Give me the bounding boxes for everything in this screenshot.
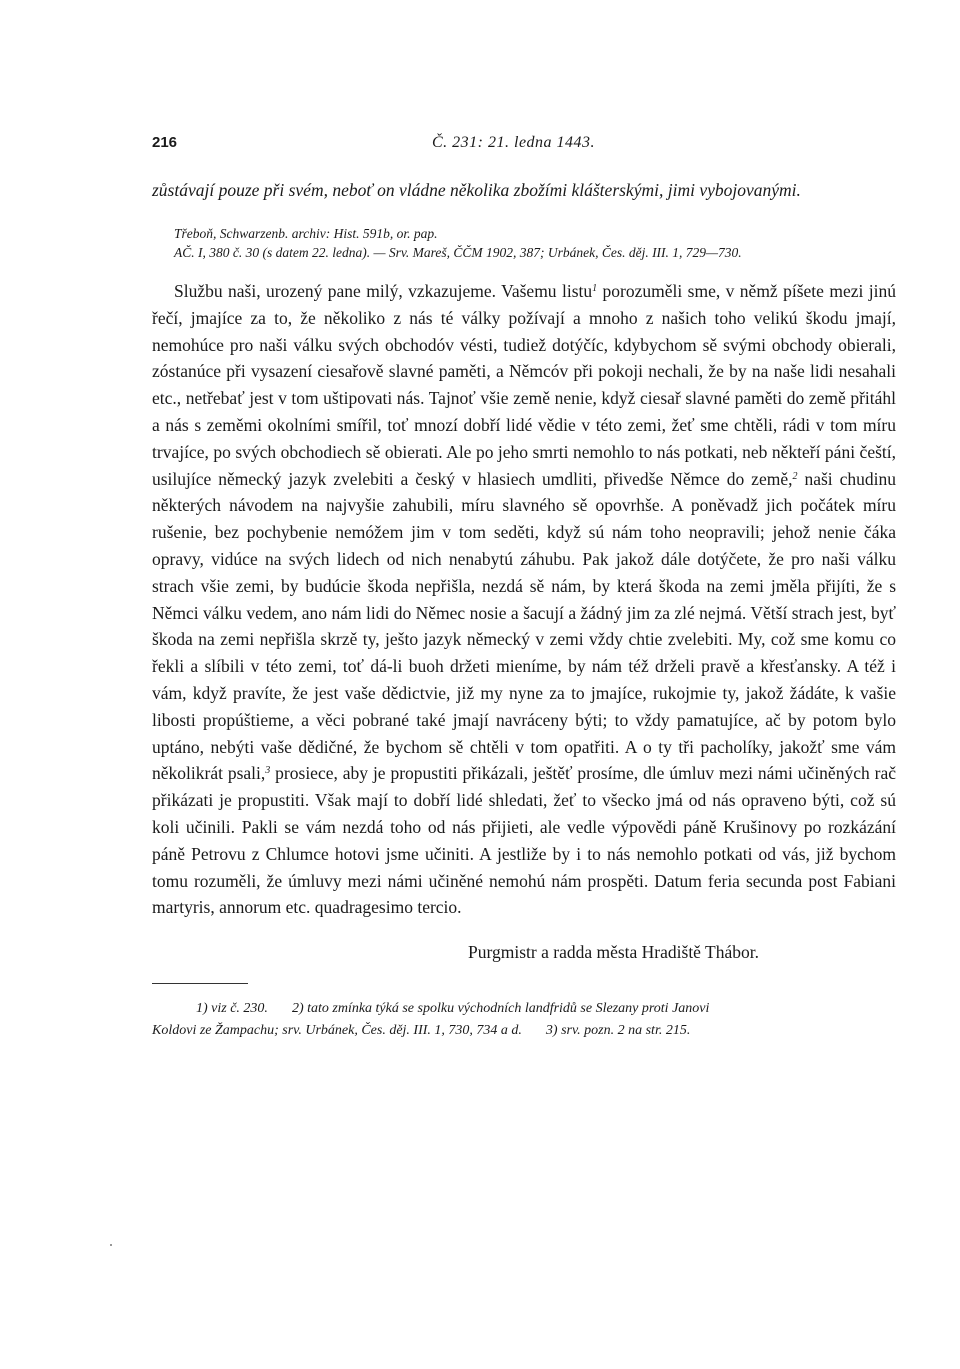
page-header (152, 128, 896, 158)
letter-text-3: naši chudinu některých návodem na najvyšie zahubili, míru slavného sě opovrhše. A poněvadž jich počátek míru rušenie, bez pochybenie nemóžem jim v tom seděti, když sú nám toho neopravili; jehož nenie čáka opravy, vidúce na svých lidech od nich nenabytú záhubu. Pak jakož dále dotýčete, že pro naši válku strach všie zemi, by budúcie škoda nepřišla, nezdá sě nám, by která škoda na zemi jměla přijíti, že s Němci válku vedem, ano nám lidi do Němec nosie a šacují a žádný jim za zlé nejmá. Větší strach jest, byť škoda na zemi nepřišla skrzě ty, ješto jazyk německý v zemi vždy chtie zvelebiti. My, což sme komu co řekli a slíbili v této zemi, toť dá-li buoh držeti mieníme, by nám též drželi pravě a křesťansky. A též i vám, když pravíte, že jest vaše dědictvie, již my nyne za to jmajíce, rukojmie ty, jakož žádáte, k vašie libosti propúštieme, a věci pobrané také jmají navráceny býti; to vždy pamatujíce, ač by potom bylo uptáno, nebýti vaše dědičné, že bychom sě chtěli v tom opatřiti. A o ty tři pacholíky, jakožť sme vám několikrát psali, (152, 468, 896, 784)
archival-source: Třeboň, Schwarzenb. archiv: Hist. 591b, or. pap. (174, 226, 438, 241)
letter-text-1: Službu naši, urozený pane milý, vzkazujeme. Vašemu listu (174, 281, 593, 301)
footnote-ref-2: 2 (792, 470, 798, 482)
archival-note (152, 224, 896, 262)
page (152, 128, 896, 1042)
archival-references-text: AČ. I, 380 č. 30 (s datem 22. ledna). — Srv. Mareš, ČČM 1902, 387; Urbánek, Čes. děj. III. 1, 729—730. (174, 245, 742, 260)
footnote-3: 3) srv. pozn. 2 na str. 215. (545, 1022, 691, 1038)
running-title: Č. 231: 21. ledna 1443. (432, 134, 596, 151)
footnotes (152, 998, 896, 1042)
footnote-2-end: Koldovi ze Žampachu; srv. Urbánek, Čes. děj. III. 1, 730, 734 a d. (152, 1022, 522, 1038)
letter-text-4: prosiece, aby je propustiti přikázali, ještěť prosíme, dle úmluv mezi námi učiněných rač přikázati je propustiti. Však mají to dobří lidé shledati, žeť to všecko jmá od nás opraveno býti, což sú koli učinili. Pakli se vám nezdá toho od nás přijieti, ale vedle výpovědi páně Krušinovy po rozkázání páně Petrovu z Chlumce hotovi jsme učiniti. A jestliže by i to nás nemohlo potkati od vás, již bychom tomu rozuměli, že úmluvy mezi námi učiněné nemohú nám prospěti. Datum feria secunda post Fabiani martyris, annorum etc. quadragesimo tercio. (152, 763, 896, 918)
footnote-divider (152, 983, 248, 984)
footnote-ref-3: 3 (265, 765, 271, 777)
footnote-line-2 (152, 1020, 896, 1042)
letter-body (152, 278, 896, 921)
continuation-text: zůstávají pouze při svém, neboť on vládne několika zbožími klášterskými, jimi vybojovanými. (152, 180, 801, 200)
archival-references (152, 243, 896, 262)
footnote-line-1 (152, 998, 896, 1020)
signature: Purgmistr a radda města Hradiště Thábor. (468, 941, 759, 962)
page-number: 216 (152, 134, 178, 151)
footnote-ref-1: 1 (592, 283, 598, 294)
footnote-1: 1) viz č. 230. (196, 1000, 268, 1016)
scan-speck (110, 1244, 112, 1246)
footnote-2-start: 2) tato zmínka týká se spolku východních landfridů se Slezany proti Janovi (291, 1000, 710, 1016)
letter-text-2: porozuměli sme, v němž píšete mezi jinú řečí, jmajíce za to, že několiko z nás té války požívají a mnoho z našich toho velikú škodu jmají, nemohúce pro naši válku svých obchodóv vésti, tudiež dotýčíc, kdybychom sě svými obchody obierali, zóstanúce při vysazení ciesařově slavné paměti, a Němcóv při pokoji nechali, že by na naše lidi nesahali etc., netřebať jest v tom uštipovati nás. Tajnoť všie země nenie, když ciesař slavné paměti do země přitáhl a nás s zeměmi okolními smířil, toť mnozí dobří lidé vědie v této zemi, žeť sme chtěli, rádi v tom míru trvajíce, po svých obchodiech sě obierati. Ale po jeho smrti nemohlo to nás potkati, neb někteří páni čeští, usilujíce německý jazyk zvelebiti a český v hlasiech umdliti, přivedše Němce do země, (152, 281, 896, 489)
